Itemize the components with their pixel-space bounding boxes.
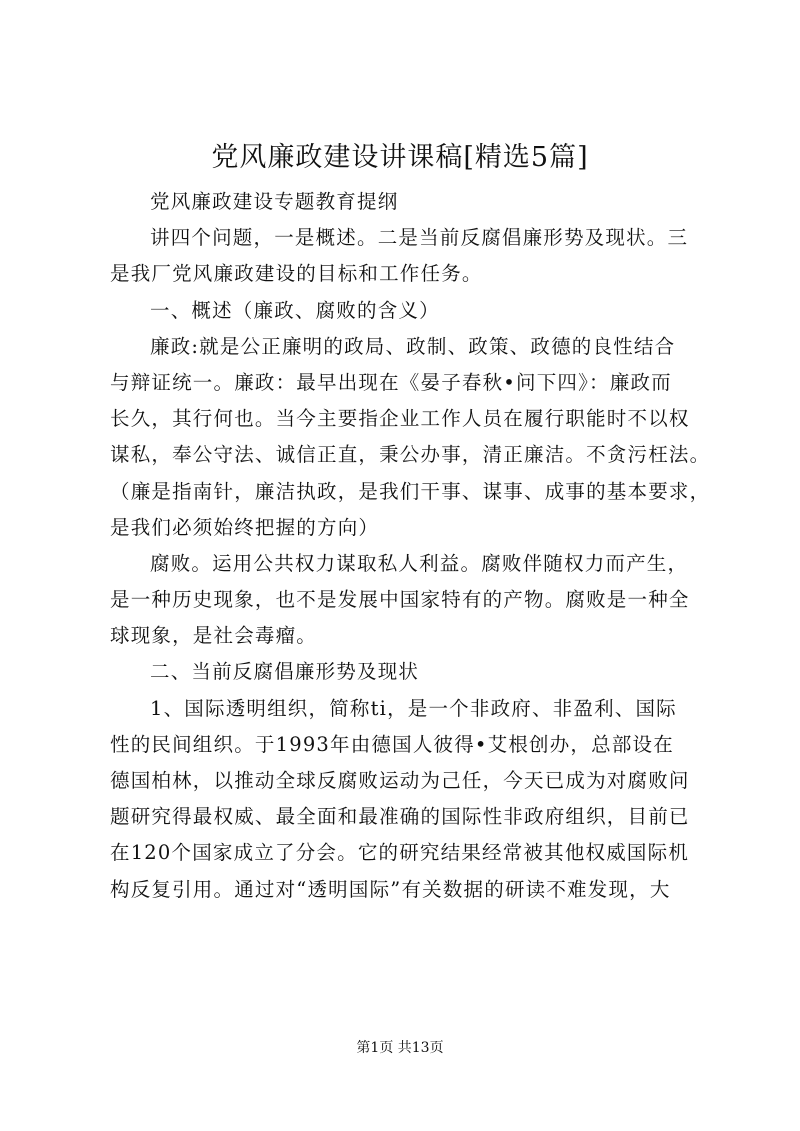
text-line: 廉政:就是公正廉明的政局、政制、政策、政德的良性结合 xyxy=(150,334,676,358)
text-line: 在120个国家成立了分会。它的研究结果经常被其他权威国际机 xyxy=(110,841,690,865)
text-line: 构反复引用。通过对“透明国际”有关数据的研读不难发现，大 xyxy=(110,877,671,901)
document-body xyxy=(110,184,711,908)
text-line: 一、概述（廉政、腐败的含义） xyxy=(150,298,440,322)
text-line: 1、国际透明组织，简称ti，是一个非政府、非盈利、国际 xyxy=(150,696,677,720)
text-line: 长久，其行何也。当今主要指企业工作人员在履行职能时不以权 xyxy=(110,407,690,431)
text-line: 腐败。运用公共权力谋取私人利益。腐败伴随权力而产生， xyxy=(150,551,689,575)
text-line: 是一种历史现象，也不是发展中国家特有的产物。腐败是一种全 xyxy=(110,588,690,612)
text-line: 德国柏林，以推动全球反腐败运动为己任，今天已成为对腐败问 xyxy=(110,769,690,792)
text-line: 是我们必须始终把握的方向） xyxy=(110,515,380,539)
text-line: 谋私，奉公守法、诚信正直，秉公办事，清正廉洁。不贪污枉法。 xyxy=(110,443,711,467)
text-line: 党风廉政建设专题教育提纲 xyxy=(150,190,399,213)
text-line: 讲四个问题，一是概述。二是当前反腐倡廉形势及现状。三 xyxy=(150,226,689,250)
text-line: 性的民间组织。于1993年由德国人彼得•艾根创办，总部设在 xyxy=(110,732,674,756)
text-line: 是我厂党风廉政建设的目标和工作任务。 xyxy=(110,262,483,286)
page-number: 第1页 共13页 xyxy=(356,1040,444,1056)
text-line: 与辩证统一。廉政：最早出现在《晏子春秋•问下四》：廉政而 xyxy=(110,370,672,394)
text-line: 题研究得最权威、最全面和最准确的国际性非政府组织，目前已 xyxy=(110,805,690,829)
text-line: （廉是指南针，廉洁执政，是我们干事、谋事、成事的基本要求， xyxy=(110,479,711,503)
text-line: 二、当前反腐倡廉形势及现状 xyxy=(150,660,420,684)
document-title: 党风廉政建设讲课稿[精选5篇] xyxy=(211,142,589,173)
text-line: 球现象，是社会毒瘤。 xyxy=(110,624,318,648)
